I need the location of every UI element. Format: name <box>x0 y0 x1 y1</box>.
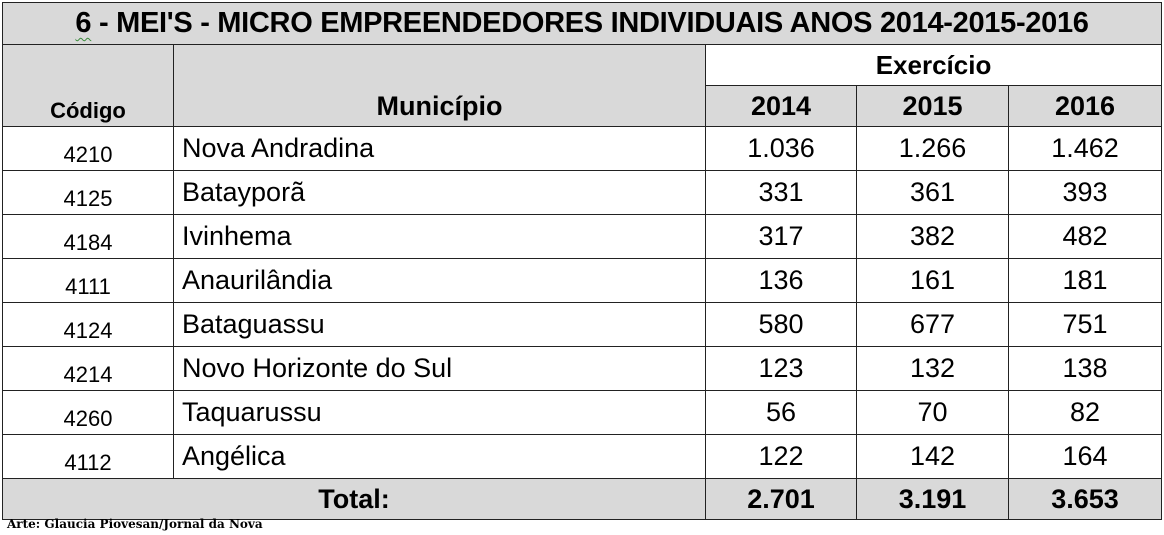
total-row <box>3 479 1162 520</box>
municipio-cell: Batayporã <box>174 171 706 215</box>
year-header-2015: 2015 <box>857 86 1009 127</box>
codigo-cell: 4260 <box>3 391 174 435</box>
codigo-cell: 4210 <box>3 127 174 171</box>
table-title <box>3 3 1162 45</box>
title-row <box>3 3 1162 45</box>
codigo-cell: 4111 <box>3 259 174 303</box>
value-2015-cell: 161 <box>857 259 1009 303</box>
year-header-2014: 2014 <box>706 86 857 127</box>
value-2016-cell: 393 <box>1009 171 1162 215</box>
title-text: - MEI'S - MICRO EMPREENDEDORES INDIVIDUAIS ANOS 2014-2015-2016 <box>91 7 1089 39</box>
codigo-cell: 4184 <box>3 215 174 259</box>
table-row <box>3 435 1162 479</box>
total-2015: 3.191 <box>857 479 1009 520</box>
total-2014: 2.701 <box>706 479 857 520</box>
value-2016-cell: 164 <box>1009 435 1162 479</box>
header-row-1 <box>3 45 1162 86</box>
municipio-header: Município <box>174 45 706 127</box>
value-2015-cell: 361 <box>857 171 1009 215</box>
codigo-cell: 4112 <box>3 435 174 479</box>
value-2014-cell: 317 <box>706 215 857 259</box>
value-2015-cell: 1.266 <box>857 127 1009 171</box>
total-2016: 3.653 <box>1009 479 1162 520</box>
value-2015-cell: 382 <box>857 215 1009 259</box>
year-header-2016: 2016 <box>1009 86 1162 127</box>
value-2014-cell: 1.036 <box>706 127 857 171</box>
value-2014-cell: 123 <box>706 347 857 391</box>
municipio-cell: Anaurilândia <box>174 259 706 303</box>
municipio-cell: Novo Horizonte do Sul <box>174 347 706 391</box>
value-2016-cell: 751 <box>1009 303 1162 347</box>
codigo-cell: 4125 <box>3 171 174 215</box>
value-2016-cell: 1.462 <box>1009 127 1162 171</box>
municipio-cell: Taquarussu <box>174 391 706 435</box>
value-2014-cell: 580 <box>706 303 857 347</box>
value-2014-cell: 56 <box>706 391 857 435</box>
image-credit: Arte: Glaucia Piovesan/Jornal da Nova <box>7 517 263 531</box>
value-2016-cell: 138 <box>1009 347 1162 391</box>
municipio-cell: Ivinhema <box>174 215 706 259</box>
value-2014-cell: 136 <box>706 259 857 303</box>
value-2015-cell: 70 <box>857 391 1009 435</box>
municipio-cell: Nova Andradina <box>174 127 706 171</box>
codigo-cell: 4124 <box>3 303 174 347</box>
table-row <box>3 347 1162 391</box>
value-2014-cell: 122 <box>706 435 857 479</box>
mei-table <box>2 2 1162 520</box>
codigo-header: Código <box>3 45 174 127</box>
table-row <box>3 391 1162 435</box>
value-2015-cell: 677 <box>857 303 1009 347</box>
value-2016-cell: 82 <box>1009 391 1162 435</box>
municipio-cell: Angélica <box>174 435 706 479</box>
municipio-cell: Bataguassu <box>174 303 706 347</box>
codigo-cell: 4214 <box>3 347 174 391</box>
value-2015-cell: 132 <box>857 347 1009 391</box>
total-label: Total: <box>3 479 706 520</box>
value-2016-cell: 482 <box>1009 215 1162 259</box>
value-2015-cell: 142 <box>857 435 1009 479</box>
table-row <box>3 171 1162 215</box>
table-row <box>3 127 1162 171</box>
table-row <box>3 303 1162 347</box>
value-2014-cell: 331 <box>706 171 857 215</box>
value-2016-cell: 181 <box>1009 259 1162 303</box>
exercicio-header: Exercício <box>706 45 1162 86</box>
table-row <box>3 259 1162 303</box>
table-row <box>3 215 1162 259</box>
title-number: 6 <box>75 7 92 39</box>
